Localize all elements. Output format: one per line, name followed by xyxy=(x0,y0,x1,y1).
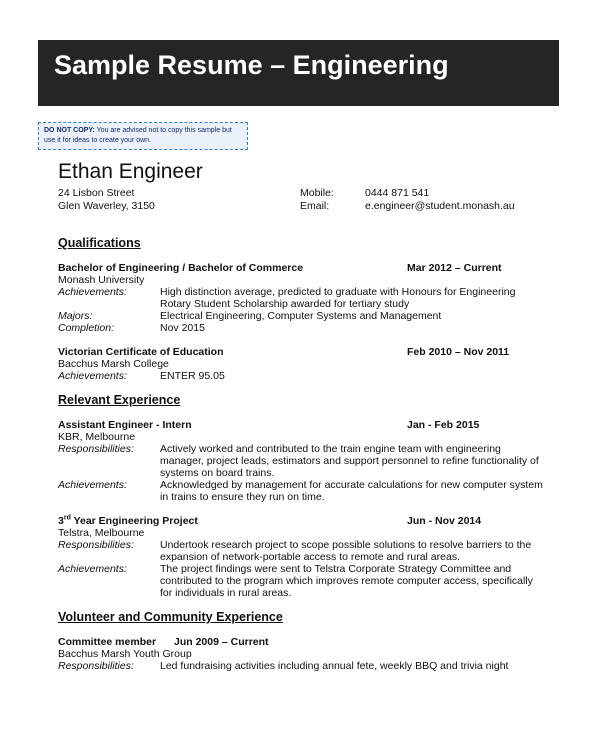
qualification-title: Victorian Certificate of Education xyxy=(58,346,224,358)
completion-label: Completion: xyxy=(58,322,115,334)
experience-title-ordinal: rd xyxy=(63,514,71,522)
do-not-copy-notice xyxy=(38,122,248,150)
experience-title-rest: Year Engineering Project xyxy=(70,515,198,527)
qualification-date: Feb 2010 – Nov 2011 xyxy=(407,346,510,358)
email-label: Email: xyxy=(300,200,330,212)
experience-title: Assistant Engineer - Intern xyxy=(58,419,192,431)
majors-value: Electrical Engineering, Computer Systems and Management xyxy=(160,310,442,322)
mobile-label: Mobile: xyxy=(300,187,334,199)
address-line-1: 24 Lisbon Street xyxy=(58,187,135,199)
responsibilities-value: Led fundraising activities including annual fete, weekly BBQ and trivia night xyxy=(160,660,509,672)
qualification-title: Bachelor of Engineering / Bachelor of Commerce xyxy=(58,262,304,274)
responsibilities-label: Responsibilities: xyxy=(58,443,134,455)
achievements-label: Achievements: xyxy=(58,479,127,491)
achievements-label: Achievements: xyxy=(58,370,127,382)
volunteer-title: Committee member xyxy=(58,636,157,648)
candidate-name: Ethan Engineer xyxy=(58,160,203,183)
email-value: e.engineer@student.monash.au xyxy=(365,200,515,212)
experience-org: Telstra, Melbourne xyxy=(58,527,145,539)
qualification-institution: Bacchus Marsh College xyxy=(58,358,169,370)
volunteer-date: Jun 2009 – Current xyxy=(174,636,269,648)
notice-text: You are advised not to copy this sample but use it for ideas to create your own. xyxy=(44,127,232,144)
title-banner xyxy=(38,40,559,106)
responsibilities-label: Responsibilities: xyxy=(58,539,134,551)
completion-value: Nov 2015 xyxy=(160,322,205,334)
achievements-value: Acknowledged by management for accurate calculations for new computer system in trains to ensure they run on time. xyxy=(160,479,543,503)
qualification-date: Mar 2012 – Current xyxy=(407,262,502,274)
experience-title-number: 3 xyxy=(58,515,64,527)
achievements-label: Achievements: xyxy=(58,563,127,575)
experience-date: Jun - Nov 2014 xyxy=(407,515,482,527)
experience-date: Jan - Feb 2015 xyxy=(407,419,480,431)
qualification-institution: Monash University xyxy=(58,274,145,286)
address-line-2: Glen Waverley, 3150 xyxy=(58,200,155,212)
responsibilities-label: Responsibilities: xyxy=(58,660,134,672)
experience-title xyxy=(58,515,198,527)
notice-label: DO NOT COPY: xyxy=(44,127,95,134)
responsibilities-value: Actively worked and contributed to the train engine team with engineering manager, project leads, estimators and support personnel to refine functionality of systems on board trains. xyxy=(160,443,539,479)
qualifications-heading: Qualifications xyxy=(58,236,141,250)
achievements-value: ENTER 95.05 xyxy=(160,370,225,382)
achievements-value-1: High distinction average, predicted to graduate with Honours for Engineering xyxy=(160,286,516,298)
achievements-value-2: Rotary Student Scholarship awarded for tertiary study xyxy=(160,298,410,310)
achievements-label: Achievements: xyxy=(58,286,127,298)
volunteer-heading: Volunteer and Community Experience xyxy=(58,610,283,624)
majors-label: Majors: xyxy=(58,310,93,322)
mobile-value: 0444 871 541 xyxy=(365,187,430,199)
experience-heading: Relevant Experience xyxy=(58,393,181,407)
volunteer-org: Bacchus Marsh Youth Group xyxy=(58,648,192,660)
responsibilities-value: Undertook research project to scope possible solutions to resolve barriers to the expansion of network-portable access to remote and rural areas. xyxy=(160,539,532,563)
achievements-value: The project findings were sent to Telstra Corporate Strategy Committee and contributed to the program which improves remote computer access, specifically for individuals in rural areas. xyxy=(160,563,533,599)
experience-org: KBR, Melbourne xyxy=(58,431,136,443)
page-title: Sample Resume – Engineering xyxy=(54,50,449,80)
